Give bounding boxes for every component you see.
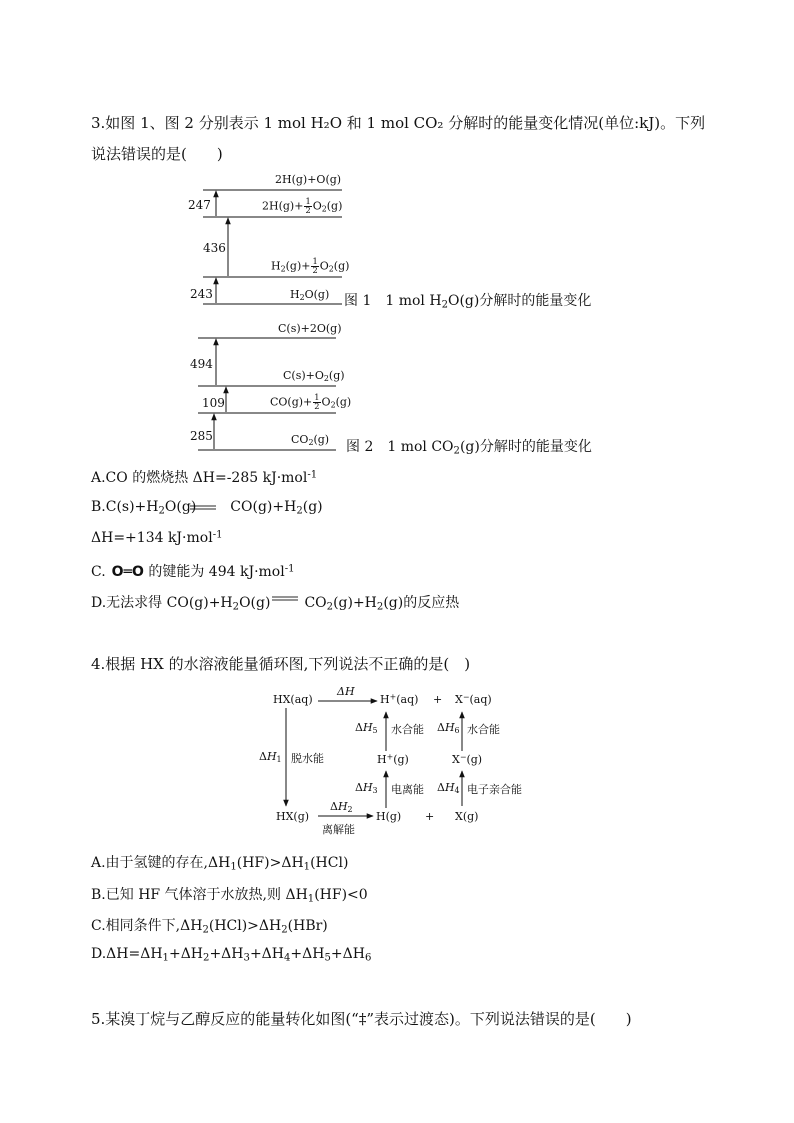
fig1-label-2h-o: 2H(g)+O(g): [275, 173, 342, 186]
q3-option-c[interactable]: C. O═O 的键能为 494 kJ·mol$^{-1}$: [91, 563, 295, 580]
q4-hydration1: 水合能: [391, 723, 424, 736]
q4-stem: 4.根据 HX 的水溶液能量循环图,下列说法不正确的是( ): [91, 655, 471, 673]
q4-hydration2: 水合能: [467, 723, 500, 736]
q4-x-minus-g: X−(g): [452, 752, 483, 766]
q4-hx-g: HX(g): [276, 810, 310, 823]
q4-dh4: $\Delta H_4$: [437, 781, 460, 795]
fig2-label-co-halfo2: CO(g)+ $\frac{1}{2}$ $O_2(g)$: [270, 392, 352, 411]
q4-plus2: +: [425, 810, 435, 823]
fig1-caption: 图 1 1 mol $H_2O(g)$分解时的能量变化: [344, 293, 592, 311]
fig1-label-h2o: $H_2O(g)$: [290, 288, 330, 302]
fig1-value-243: 243: [190, 287, 213, 301]
fig2-value-109: 109: [202, 396, 225, 410]
fig1-value-247: 247: [188, 198, 211, 212]
fig2-value-494: 494: [190, 357, 213, 371]
q4-h-aq: H+(aq): [380, 692, 419, 706]
q3-stem-line1: 3.如图 1、图 2 分别表示 1 mol H₂O 和 1 mol CO₂ 分解时的能量变化情况(单位:kJ)。下列: [91, 114, 706, 132]
fig2-caption: 图 2 1 mol $CO_2(g)$分解时的能量变化: [346, 439, 592, 457]
q4-dh5: $\Delta H_5$: [355, 721, 378, 735]
q4-h-plus-g: H+(g): [377, 752, 409, 766]
q4-dissociation: 离解能: [322, 823, 355, 836]
q4-hx-aq: HX(aq): [273, 693, 313, 706]
q4-dh2: $\Delta H_2$: [330, 800, 353, 814]
q4-dh6: $\Delta H_6$: [437, 721, 460, 735]
q4-option-a[interactable]: A.由于氢键的存在$,\Delta H_1(HF)>\Delta H_1(HCl)$: [91, 855, 349, 873]
fig2-label-co2: $CO_2(g)$: [291, 433, 330, 447]
q4-x-aq: X−(aq): [455, 692, 492, 706]
q4-option-c[interactable]: C.相同条件下$,\Delta H_2(HCl)>\Delta H_2(HBr)$: [91, 918, 328, 936]
q3-stem-line2: 说法错误的是( ): [91, 145, 223, 163]
q4-dh: ΔH: [337, 685, 355, 698]
q4-option-d[interactable]: $D.\Delta H=\Delta H_1+\Delta H_2+\Delta H_3+\Delta H_4+\Delta H_5+\Delta H_6$: [91, 946, 372, 964]
q4-electron-affinity: 电子亲合能: [467, 783, 522, 796]
q4-x-g: X(g): [455, 810, 479, 823]
q4-plus1: +: [433, 693, 443, 706]
fig1-label-h2-halfo2: $H_2(g)+$ $\frac{1}{2}$ $O_2(g)$: [271, 256, 350, 275]
q4-dh1: $\Delta H_1$: [259, 750, 282, 764]
q3-option-d[interactable]: D.无法求得 $CO(g)+H_2O(g)$ $CO_2(g)+H_2(g)$的反应热: [91, 595, 460, 613]
fig2-label-c-2o: C(s)+2O(g): [278, 322, 342, 335]
fig2-value-285: 285: [190, 429, 213, 443]
q4-h-g: H(g): [376, 810, 402, 823]
q3-option-b-dh: ΔH=+134 kJ·mol$^{-1}$: [91, 529, 223, 546]
fig2-label-c-o2: $C(s)+O_2(g)$: [283, 369, 345, 383]
q4-dh3: $\Delta H_3$: [355, 781, 378, 795]
fig1-label-2h-halfo2: 2H(g)+ $\frac{1}{2}$ $O_2(g)$: [262, 196, 343, 215]
q4-option-b[interactable]: B.已知 HF 气体溶于水放热,则 $\Delta H_1(HF)<0$: [91, 887, 368, 905]
q3-option-b[interactable]: $B.C(s)+H_2O(g)$ $CO(g)+H_2(g)$: [91, 499, 323, 517]
q5-stem: 5.某溴丁烷与乙醇反应的能量转化如图(“‡”表示过渡态)。下列说法错误的是( ): [91, 1010, 632, 1028]
q3-option-a[interactable]: A.CO 的燃烧热 ΔH=-285 kJ·mol$^{-1}$: [91, 469, 318, 486]
fig1-value-436: 436: [203, 241, 226, 255]
q4-dehydration: 脱水能: [291, 752, 324, 765]
q4-ionization: 电离能: [391, 783, 424, 796]
